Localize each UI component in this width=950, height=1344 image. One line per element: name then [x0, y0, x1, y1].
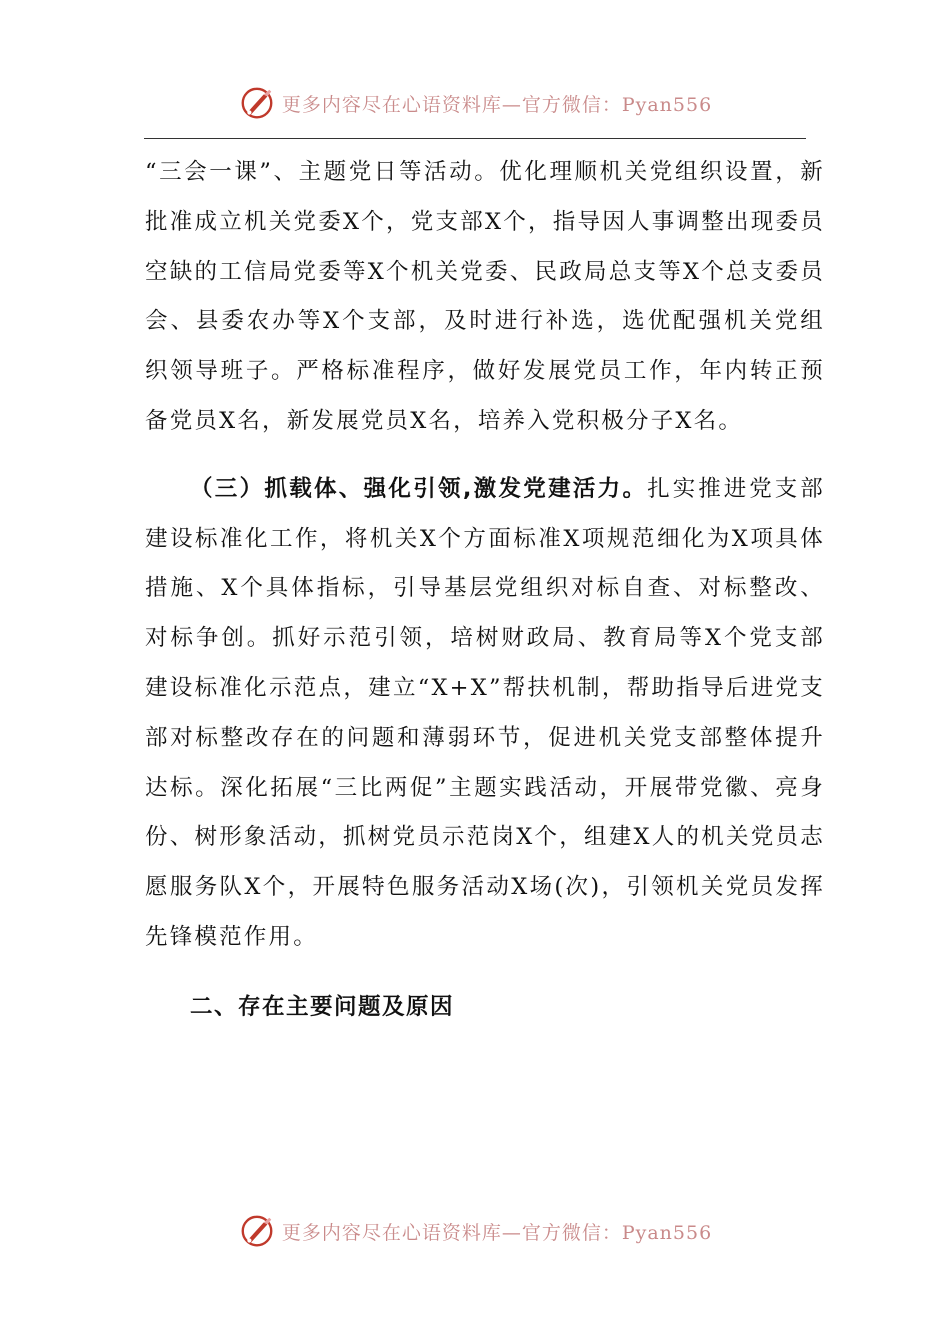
document-body — [145, 148, 825, 1033]
header-divider — [144, 138, 806, 139]
paragraph-continued: “三会一课”、主题党日等活动。优化理顺机关党组织设置，新批准成立机关党委X个，党支部X个，指导因人事调整出现委员空缺的工信局党委等X个机关党委、民政局总支等X个总支委员会、县委农办等X个支部，及时进行补选，选优配强机关党组织领导班子。严格标准程序，做好发展党员工作，年内转正预备党员X名，新发展党员X名，培养入党积极分子X名。 — [145, 159, 825, 434]
section-three-lead: （三）抓载体、强化引领,激发党建活力。 — [190, 475, 648, 502]
pen-nib-logo-icon — [238, 84, 276, 122]
section-heading-two: 二、存在主要问题及原因 — [190, 993, 455, 1020]
section-three-body: 扎实推进党支部建设标准化工作，将机关X个方面标准X项规范细化为X项具体措施、X个具体指标，引导基层党组织对标自查、对标整改、对标争创。抓好示范引领，培树财政局、教育局等X个党支部建设标准化示范点，建立“X+X”帮扶机制，帮助指导后进党支部对标整改存在的问题和薄弱环节，促进机关党支部整体提升达标。深化拓展“三比两促”主题实践活动，开展带党徽、亮身份、树形象活动，抓树党员示范岗X个，组建X人的机关党员志愿服务队X个，开展特色服务活动X场(次)，引领机关党员发挥先锋模范作用。 — [145, 475, 825, 950]
banner-text: 更多内容尽在心语资料库—官方微信：Pyan556 — [281, 1221, 713, 1244]
header-banner — [0, 84, 950, 122]
footer-banner — [0, 1212, 950, 1250]
banner-text: 更多内容尽在心语资料库—官方微信：Pyan556 — [281, 93, 713, 116]
paragraph-section-three — [145, 465, 825, 963]
pen-nib-logo-icon — [238, 1212, 276, 1250]
